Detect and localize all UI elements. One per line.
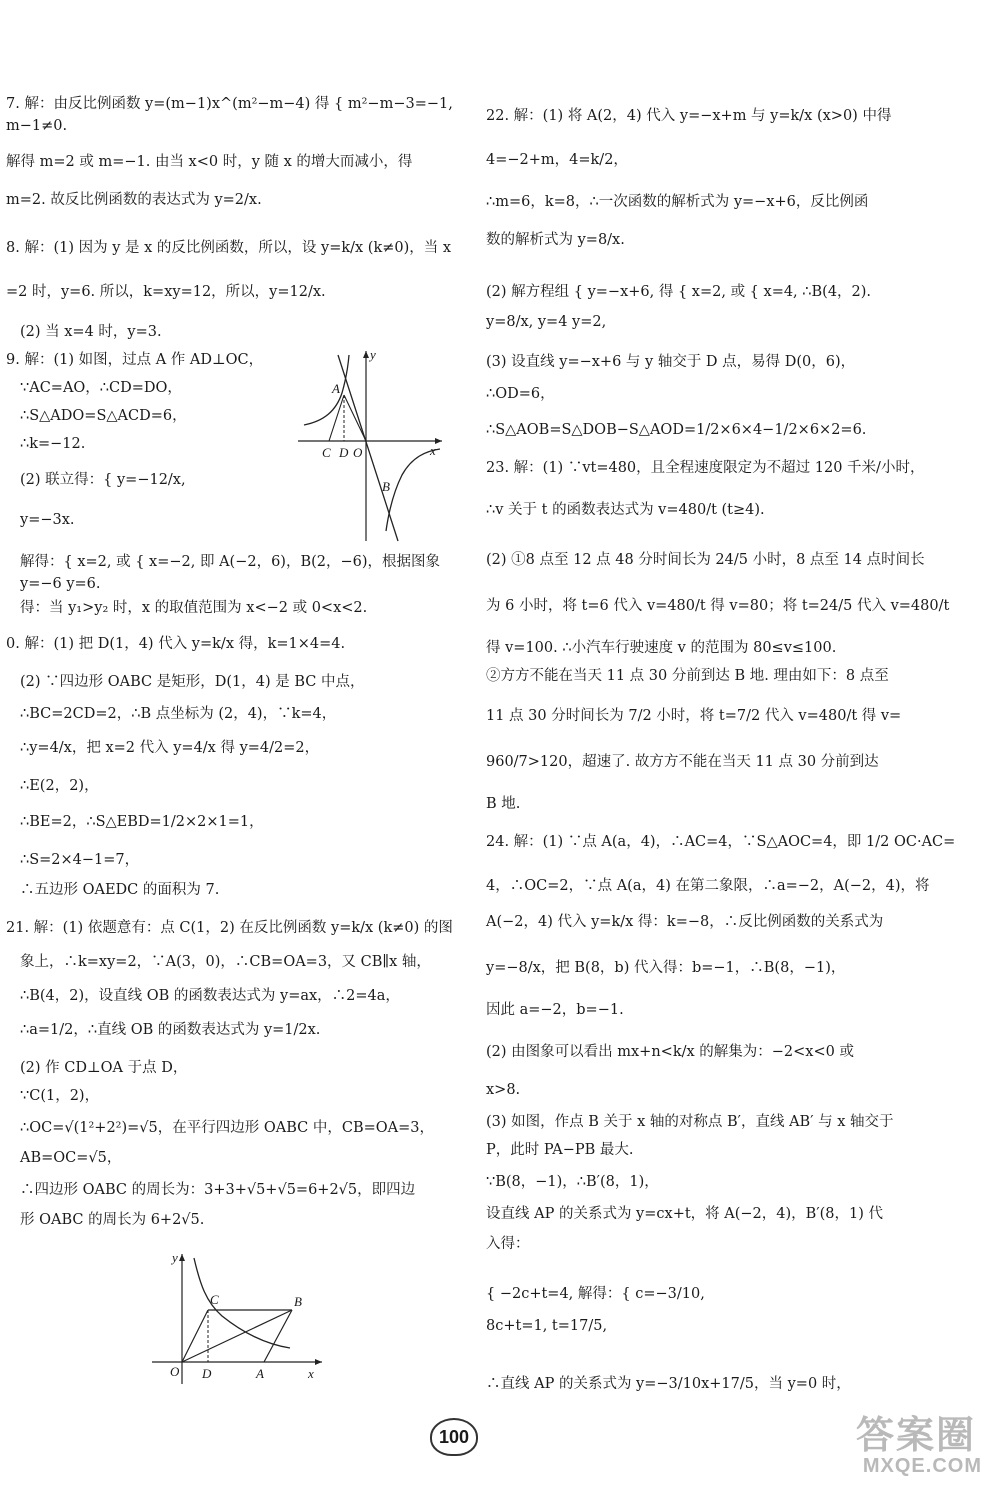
text-line: ∴S△AOB=S△DOB−S△AOD=1/2×6×4−1/2×6×2=6. <box>486 422 867 438</box>
text-line: m=2. 故反比例函数的表达式为 y=2/x. <box>6 192 262 208</box>
figure-q9-graph <box>294 345 450 545</box>
text-line: (2) 由图象可以看出 mx+n<k/x 的解集为：−2<x<0 或 <box>486 1044 854 1060</box>
text-line: 23. 解：(1) ∵vt=480，且全程速度限定为不超过 120 千米/小时， <box>486 460 925 476</box>
text-line: 因此 a=−2，b=−1. <box>486 1002 624 1018</box>
text-line: (3) 设直线 y=−x+6 与 y 轴交于 D 点，易得 D(0，6)， <box>486 354 856 370</box>
text-line: ∵B(8，−1)，∴B′(8，1)， <box>486 1174 659 1190</box>
fig9-label-c: C <box>322 445 331 460</box>
fig21-label-b: B <box>294 1294 302 1309</box>
text-line: 8c+t=1, t=17/5, <box>486 1318 608 1334</box>
fig9-label-o: O <box>353 445 363 460</box>
text-line: x>8. <box>486 1082 521 1098</box>
text-line: ∴m=6，k=8，∴一次函数的解析式为 y=−x+6，反比例函 <box>486 194 869 210</box>
text-line: AB=OC=√5， <box>20 1150 122 1166</box>
text-line: 解得 m=2 或 m=−1. 由当 x<0 时，y 随 x 的增大而减小，得 <box>6 154 413 170</box>
text-line: ∴y=4/x，把 x=2 代入 y=4/x 得 y=4/2=2， <box>20 740 320 756</box>
text-line: 得 v=100. ∴小汽车行驶速度 v 的范围为 80≤v≤100. <box>486 640 837 656</box>
text-line: ∴a=1/2，∴直线 OB 的函数表达式为 y=1/2x. <box>20 1022 321 1038</box>
text-line: y=−3x. <box>20 512 75 528</box>
fig21-label-o: O <box>170 1364 180 1379</box>
text-line: ∴S=2×4−1=7， <box>20 852 140 868</box>
text-line: 4=−2+m，4=k/2， <box>486 152 628 168</box>
text-line: 设直线 AP 的关系式为 y=cx+t，将 A(−2，4)，B′(8，1) 代 <box>486 1206 883 1222</box>
page-number: 100 <box>430 1418 478 1456</box>
figure-q21-graph <box>148 1250 328 1390</box>
text-line: A(−2，4) 代入 y=k/x 得：k=−8，∴反比例函数的关系式为 <box>486 914 884 930</box>
text-line: ∴E(2，2)， <box>20 778 99 794</box>
text-line: ∴直线 AP 的关系式为 y=−3/10x+17/5，当 y=0 时， <box>486 1376 851 1392</box>
text-line: (2) 作 CD⊥OA 于点 D， <box>20 1060 188 1076</box>
watermark <box>786 1404 986 1478</box>
watermark-logo: 答案圈 <box>855 1415 976 1457</box>
text-line: B 地. <box>486 796 521 812</box>
text-line: 9. 解：(1) 如图，过点 A 作 AD⊥OC， <box>6 352 264 368</box>
text-line: { −2c+t=4, 解得：{ c=−3/10, <box>486 1286 705 1302</box>
text-line: =2 时，y=6. 所以，k=xy=12，所以，y=12/x. <box>6 284 326 300</box>
text-line: ∴BE=2，∴S△EBD=1/2×2×1=1， <box>20 814 264 830</box>
text-line: ∵C(1，2)， <box>20 1088 100 1104</box>
text-line: y=8/x, y=4 y=2, <box>486 314 607 330</box>
text-line: ∴k=−12. <box>20 436 86 452</box>
text-line: ∴BC=2CD=2，∴B 点坐标为 (2，4)，∵k=4， <box>20 706 337 722</box>
text-line: 为 6 小时，将 t=6 代入 v=480/t 得 v=80；将 t=24/5 代入 v=480/t <box>486 598 950 614</box>
text-line: 7. 解：由反比例函数 y=(m−1)x^(m²−m−4) 得 { m²−m−3=−1, <box>6 96 453 112</box>
text-line: ∴五边形 OAEDC 的面积为 7. <box>20 882 220 898</box>
fig9-label-b: B <box>382 479 390 494</box>
fig21-label-a: A <box>256 1366 264 1381</box>
figure-q21 <box>148 1250 328 1390</box>
text-line: 24. 解：(1) ∵点 A(a，4)，∴AC=4，∵S△AOC=4，即 1/2 OC·AC= <box>486 834 956 850</box>
text-line: 形 OABC 的周长为 6+2√5. <box>20 1212 205 1228</box>
text-line: (2) 解方程组 { y=−x+6, 得 { x=2, 或 { x=4, ∴B(4，2). <box>486 284 872 300</box>
figure-q9 <box>294 345 450 545</box>
fig9-label-a: A <box>332 381 340 396</box>
text-line: P，此时 PA−PB 最大. <box>486 1142 634 1158</box>
text-line: (2) ①8 点至 12 点 48 分时间长为 24/5 小时，8 点至 14 点时间长 <box>486 552 925 568</box>
text-line: 得：当 y₁>y₂ 时，x 的取值范围为 x<−2 或 0<x<2. <box>20 600 368 616</box>
text-line: ∴OD=6， <box>486 386 555 402</box>
fig9-label-y: y <box>370 347 376 362</box>
text-line: 21. 解：(1) 依题意有：点 C(1，2) 在反比例函数 y=k/x (k≠0) 的图 <box>6 920 453 936</box>
text-line: (2) 联立得：{ y=−12/x, <box>20 472 186 488</box>
text-line: 960/7>120，超速了. 故方方不能在当天 11 点 30 分前到达 <box>486 754 879 770</box>
fig21-label-x: x <box>308 1366 314 1381</box>
text-line: 22. 解：(1) 将 A(2，4) 代入 y=−x+m 与 y=k/x (x>0) 中得 <box>486 108 892 124</box>
fig21-label-d: D <box>202 1366 212 1381</box>
text-line: ②方方不能在当天 11 点 30 分前到达 B 地. 理由如下：8 点至 <box>486 668 889 684</box>
text-line: 8. 解：(1) 因为 y 是 x 的反比例函数，所以，设 y=k/x (k≠0)，当 x <box>6 240 452 256</box>
text-line: y=−6 y=6. <box>20 576 101 592</box>
text-line: 11 点 30 分时间长为 7/2 小时，将 t=7/2 代入 v=480/t 得 v= <box>486 708 902 724</box>
text-line: 入得： <box>486 1236 530 1252</box>
text-line: ∴B(4，2)，设直线 OB 的函数表达式为 y=ax，∴2=4a， <box>20 988 400 1004</box>
fig9-label-x: x <box>430 443 436 458</box>
text-line: 0. 解：(1) 把 D(1，4) 代入 y=k/x 得，k=1×4=4. <box>6 636 346 652</box>
fig21-label-c: C <box>210 1292 219 1307</box>
text-line: ∵AC=AO，∴CD=DO， <box>20 380 182 396</box>
text-line: m−1≠0. <box>6 118 68 134</box>
fig9-label-d: D <box>339 445 349 460</box>
watermark-url: MXQE.COM <box>862 1455 982 1477</box>
text-line: (3) 如图，作点 B 关于 x 轴的对称点 B′，直线 AB′ 与 x 轴交于 <box>486 1114 894 1130</box>
text-line: ∴S△ADO=S△ACD=6， <box>20 408 187 424</box>
text-line: (2) 当 x=4 时，y=3. <box>20 324 162 340</box>
fig21-label-y: y <box>172 1250 178 1265</box>
text-line: ∴四边形 OABC 的周长为：3+3+√5+√5=6+2√5，即四边 <box>20 1182 416 1198</box>
text-line: 数的解析式为 y=8/x. <box>486 232 625 248</box>
text-line: ∴v 关于 t 的函数表达式为 v=480/t (t≥4). <box>486 502 765 518</box>
text-line: 4，∴OC=2，∵点 A(a，4) 在第二象限，∴a=−2，A(−2，4)，将 <box>486 878 930 894</box>
text-line: (2) ∵四边形 OABC 是矩形，D(1，4) 是 BC 中点， <box>20 674 365 690</box>
text-line: 象上，∴k=xy=2，∵A(3，0)，∴CB=OA=3，又 CB∥x 轴， <box>20 954 431 970</box>
text-line: 解得：{ x=2, 或 { x=−2, 即 A(−2，6)，B(2，−6)，根据图象 <box>20 554 441 570</box>
text-line: y=−8/x，把 B(8，b) 代入得：b=−1，∴B(8，−1)， <box>486 960 846 976</box>
text-line: ∴OC=√(1²+2²)=√5，在平行四边形 OABC 中，CB=OA=3， <box>20 1120 434 1136</box>
